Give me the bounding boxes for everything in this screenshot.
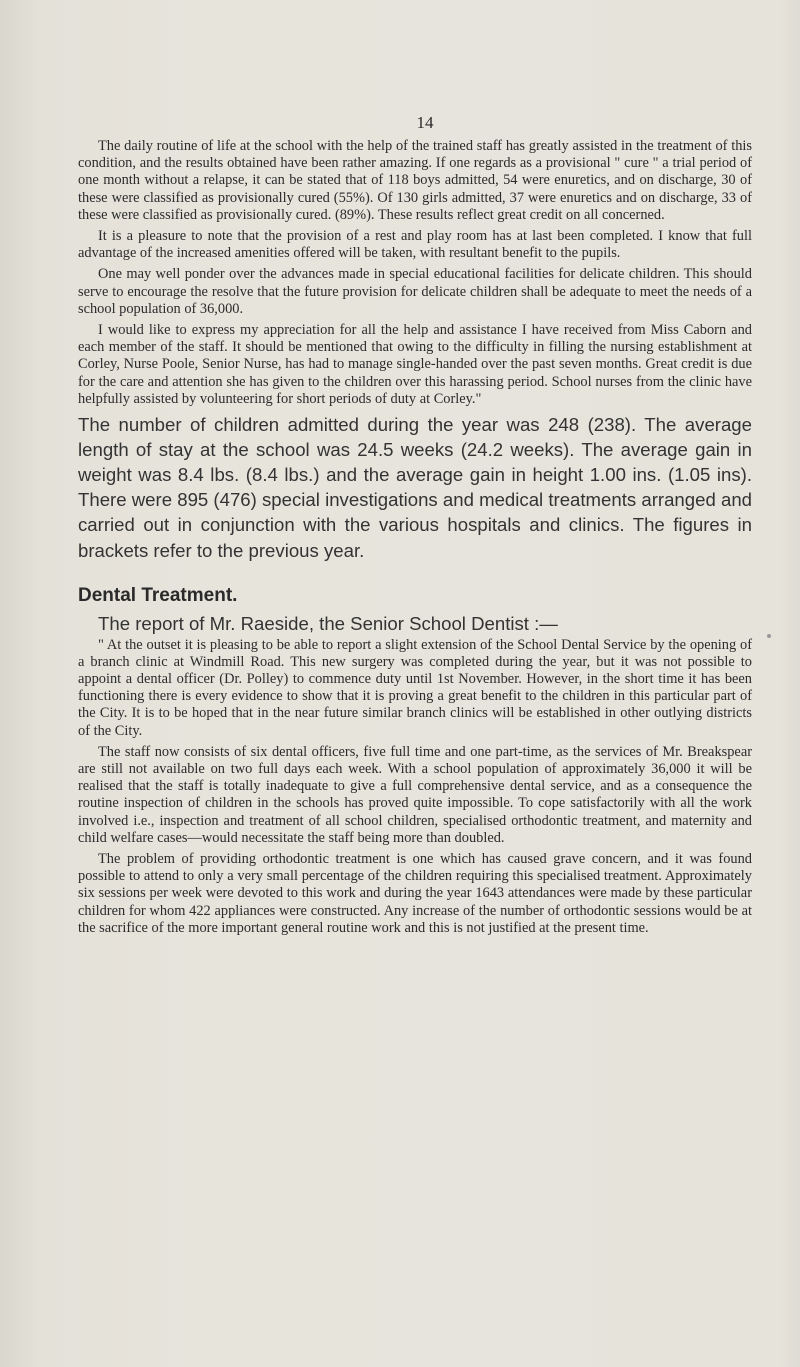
- dental-report-intro: The report of Mr. Raeside, the Senior School Dentist :—: [98, 612, 558, 634]
- margin-mark: [767, 634, 771, 638]
- paragraph-branch-clinic: " At the outset it is pleasing to be able to report a slight extension of the School Dental Service by the opening of a branch clinic at Windmill Road. This new surgery was completed during the year, but it was not possible to appoint a dental officer (Dr. Polley) to commence duty until 1st November. However, in the short time it has been functioning there is every evidence to show that it is proving a great benefit to the children in this particular part of the City. It is to be hoped that in the near future similar branch clinics will be established in other outlying districts of the City.: [78, 636, 752, 739]
- paragraph-dental-staff: The staff now consists of six dental officers, five full time and one part-time, as the services of Mr. Breakspear are still not available on two full days each week. With a school population of approximately 36,000 it will be realised that the staff is totally inadequate to give a full comprehensive dental service, and as a consequence the routine inspection of children in the schools has proved quite impossible. To cope satisfactorily with all the work involved i.e., inspection and treatment of all school children, specialised orthodontic treatment, and maternity and child welfare cases—would necessitate the staff being more than doubled.: [78, 743, 752, 846]
- paragraph-admission-summary: The number of children admitted during the year was 248 (238). The average length of stay at the school was 24.5 weeks (24.2 weeks). The average gain in weight was 8.4 lbs. (8.4 lbs.) and the average gain in height 1.00 ins. (1.05 ins). There were 895 (476) special investigations and medical treatments arranged and carried out in conjunction with the various hospitals and clinics. The figures in brackets refer to the previous year.: [78, 414, 752, 561]
- paragraph-rest-room: It is a pleasure to note that the provision of a rest and play room has at last been completed. I know that full advantage of the increased amenities offered will be taken, with resultant benefit to the pupils.: [78, 228, 752, 262]
- section-heading-dental: Dental Treatment.: [78, 584, 238, 606]
- paragraph-enuresis-results: The daily routine of life at the school with the help of the trained staff has greatly assisted in the treatment of this condition, and the results obtained have been rather amazing. If one regards as a provisional " cure " a trial period of one month without a relapse, it can be stated that of 118 boys admitted, 54 were enuretics, and on discharge, 30 of these were classified as provisionally cured (55%). Of 130 girls admitted, 37 were enuretics and on discharge, 33 of these were classified as provisionally cured. (89%). These results reflect great credit on all concerned.: [78, 138, 752, 223]
- paragraph-orthodontic: The problem of providing orthodontic treatment is one which has caused grave concern, and it was found possible to attend to only a very small percentage of the children requiring this specialised treatment. Approximately six sessions per week were devoted to this work and during the year 1643 attendances were made by these particular children for whom 422 appliances were constructed. Any increase of the number of orthodontic sessions would be at the sacrifice of the more important general routine work and this is not justified at the present time.: [78, 851, 752, 936]
- page-number: 14: [416, 113, 434, 132]
- paragraph-appreciation: I would like to express my appreciation for all the help and assistance I have received from Miss Caborn and each member of the staff. It should be mentioned that owing to the difficulty in filling the nursing establishment at Corley, Nurse Poole, Senior Nurse, has had to manage single-handed over the past seven months. Great credit is due for the care and attention she has given to the children over this harassing period. School nurses from the clinic have helpfully assisted by volunteering for short periods of duty at Corley.": [78, 322, 752, 407]
- paragraph-special-facilities: One may well ponder over the advances made in special educational facilities for delicate children. This should serve to encourage the resolve that the future provision for delicate children shall be adequate to meet the needs of a school population of 36,000.: [78, 266, 752, 317]
